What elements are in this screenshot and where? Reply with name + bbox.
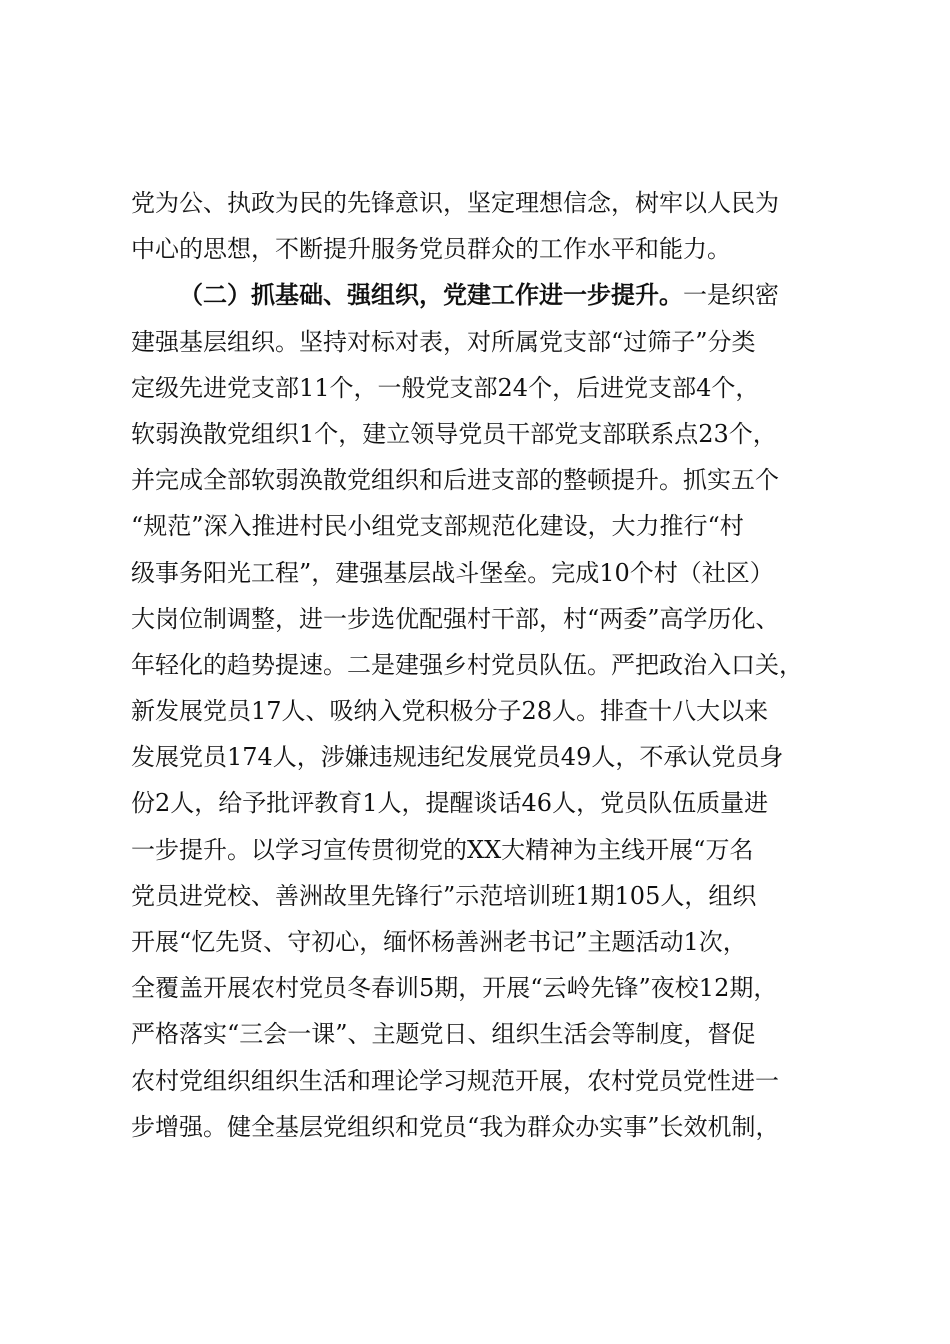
section-heading-continuation: 一是织密 — [683, 281, 779, 310]
text-line: 大岗位制调整，进一步选优配强村干部，村“两委”高学历化、 — [131, 604, 780, 633]
text-line: 份2人，给予批评教育1人，提醒谈话46人，党员队伍质量进 — [131, 789, 769, 818]
text-line: 步增强。健全基层党组织和党员“我为群众办实事”长效机制， — [131, 1112, 780, 1141]
text-line: 一步提升。以学习宣传贯彻党的XX大精神为主线开展“万名 — [131, 835, 754, 864]
text-line: 定级先进党支部11个，一般党支部24个，后进党支部4个， — [131, 373, 760, 402]
text-line: 建强基层组织。坚持对标对表，对所属党支部“过筛子”分类 — [131, 327, 756, 356]
section-heading: （二）抓基础、强组织，党建工作进一步提升。 — [179, 280, 683, 310]
text-line: 开展“忆先贤、守初心，缅怀杨善洲老书记”主题活动1次， — [131, 928, 747, 956]
text-line: 发展党员174人，涉嫌违规违纪发展党员49人，不承认党员身 — [131, 743, 784, 772]
text-line: 农村党组织组织生活和理论学习规范开展，农村党员党性进一 — [131, 1066, 779, 1095]
text-line: 年轻化的趋势提速。二是建强乡村党员队伍。严把政治入口关， — [131, 650, 803, 679]
text-line: “规范”深入推进村民小组党支部规范化建设，大力推行“村 — [131, 512, 744, 541]
text-line: 党员进党校、善洲故里先锋行”示范培训班1期105人，组织 — [131, 881, 757, 910]
text-line: 并完成全部软弱涣散党组织和后进支部的整顿提升。抓实五个 — [131, 466, 779, 495]
text-line: 全覆盖开展农村党员冬春训5期，开展“云岭先锋”夜校12期， — [131, 974, 778, 1003]
text-line: 严格落实“三会一课”、主题党日、组织生活会等制度，督促 — [131, 1020, 756, 1049]
section-heading-line — [131, 272, 831, 318]
text-line: 中心的思想，不断提升服务党员群众的工作水平和能力。 — [131, 235, 731, 264]
text-line: 级事务阳光工程”，建强基层战斗堡垒。完成10个村（社区） — [131, 558, 774, 587]
text-line: 党为公、执政为民的先锋意识，坚定理想信念，树牢以人民为 — [131, 189, 779, 217]
text-line: 软弱涣散党组织1个，建立领导党员干部党支部联系点23个， — [131, 419, 777, 448]
body-text — [131, 180, 831, 1150]
text-line: 新发展党员17人、吸纳入党积极分子28人。排查十八大以来 — [131, 697, 769, 726]
